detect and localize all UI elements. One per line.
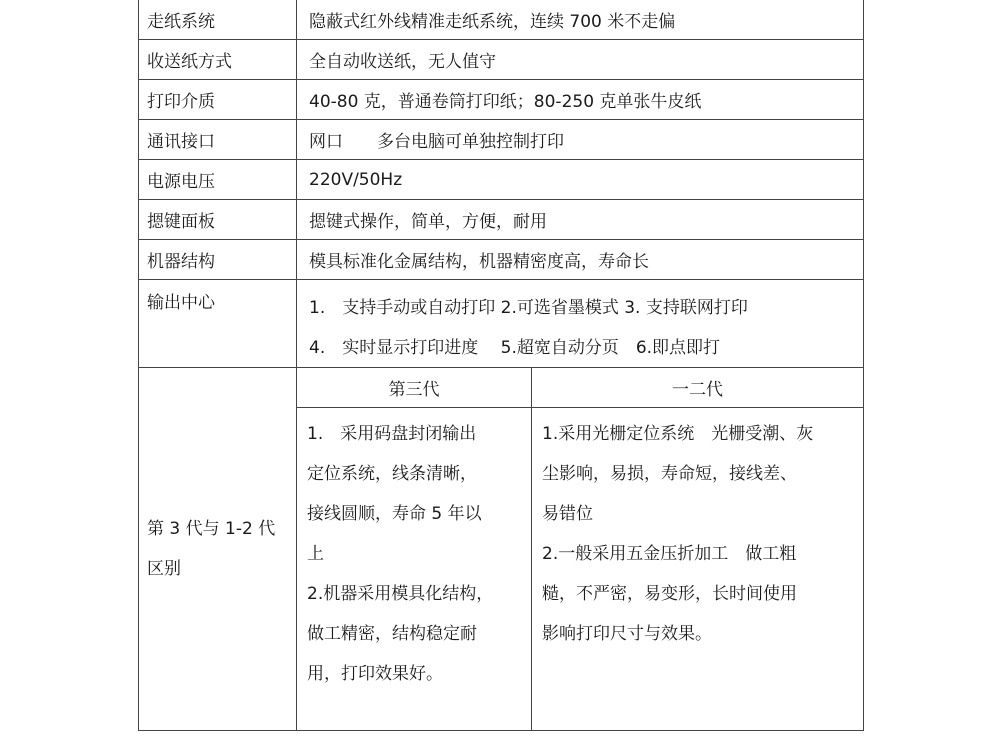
col12-line: 尘影响，易损，寿命短，接线差、 xyxy=(542,464,797,484)
row-value: 全自动收送纸，无人值守 xyxy=(309,52,496,72)
row-value: 模具标准化金属结构，机器精密度高，寿命长 xyxy=(309,252,649,272)
row-value: 摁键式操作，简单，方便，耐用 xyxy=(309,212,547,232)
table-row xyxy=(139,40,863,80)
col3-line: 2.机器采用模具化结构， xyxy=(307,584,494,604)
col3-line: 定位系统，线条清晰， xyxy=(307,464,477,484)
output-line-1: 1. 支持手动或自动打印 2.可选省墨模式 3. 支持联网打印 xyxy=(309,298,748,318)
col12-line: 易错位 xyxy=(542,504,593,524)
output-line-2: 4. 实时显示打印进度 5.超宽自动分页 6.即点即打 xyxy=(309,338,721,358)
row-label: 摁键面板 xyxy=(139,200,297,239)
col3-line: 用，打印效果好。 xyxy=(307,664,443,684)
comparison-label-line: 第 3 代与 1-2 代 xyxy=(147,519,276,539)
row-label: 电源电压 xyxy=(139,160,297,199)
row-label: 通讯接口 xyxy=(139,120,297,159)
row-label: 打印介质 xyxy=(139,80,297,119)
row-value: 40-80 克，普通卷筒打印纸；80-250 克单张牛皮纸 xyxy=(309,92,702,112)
row-label: 收送纸方式 xyxy=(139,40,297,79)
comparison-label xyxy=(139,368,297,730)
col3-line: 接线圆顺，寿命 5 年以 xyxy=(307,504,482,524)
col12-line: 2.一般采用五金压折加工 做工粗 xyxy=(542,544,797,564)
comparison-label-line: 区别 xyxy=(147,559,181,579)
col12-body xyxy=(532,408,863,730)
row-label: 输出中心 xyxy=(139,280,297,367)
col3-line: 做工精密，结构稳定耐 xyxy=(307,624,477,644)
col3-body xyxy=(297,408,531,730)
row-label: 机器结构 xyxy=(139,240,297,279)
col3-line: 1. 采用码盘封闭输出 xyxy=(307,424,477,444)
row-label: 走纸系统 xyxy=(139,0,297,39)
table-row xyxy=(139,200,863,240)
output-row xyxy=(139,280,863,368)
output-features xyxy=(309,288,748,368)
comparison-row xyxy=(139,368,863,730)
col3-header: 第三代 xyxy=(297,368,531,408)
col12-line: 影响打印尺寸与效果。 xyxy=(542,624,712,644)
col12-header: 一二代 xyxy=(532,368,863,408)
table-row xyxy=(139,120,863,160)
row-value: 220V/50Hz xyxy=(309,169,403,190)
table-row xyxy=(139,80,863,120)
col12-line: 糙，不严密，易变形，长时间使用 xyxy=(542,584,797,604)
table-row xyxy=(139,160,863,200)
col12-line: 1.采用光栅定位系统 光栅受潮、灰 xyxy=(542,424,814,444)
spec-table xyxy=(138,0,864,731)
row-value: 网口 多台电脑可单独控制打印 xyxy=(309,132,564,152)
table-row xyxy=(139,0,863,40)
row-value: 隐蔽式红外线精准走纸系统，连续 700 米不走偏 xyxy=(309,12,676,32)
table-row xyxy=(139,240,863,280)
col3-line: 上 xyxy=(307,544,324,564)
